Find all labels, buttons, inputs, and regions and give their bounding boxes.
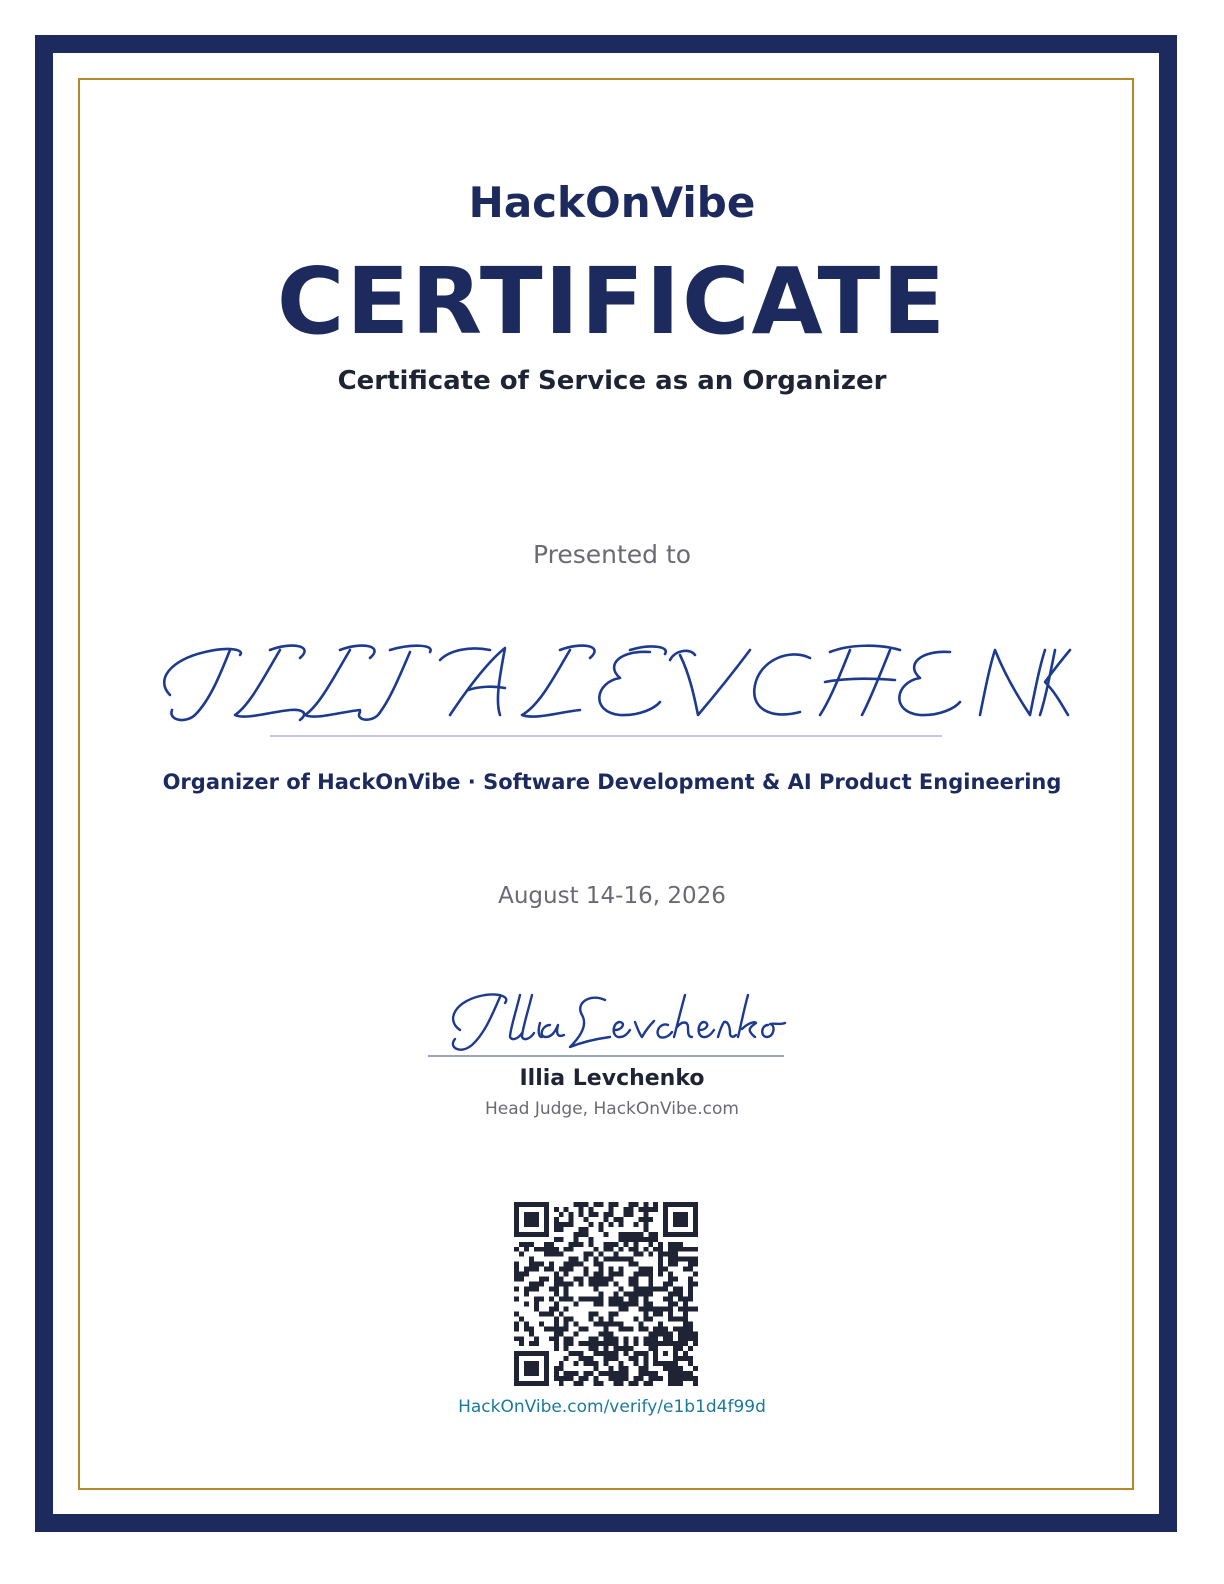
event-date: August 14-16, 2026: [498, 883, 726, 909]
signer-title: Head Judge, HackOnVibe.com: [485, 1099, 739, 1119]
recipient-name-signature: [150, 620, 1074, 740]
verification-link[interactable]: HackOnVibe.com/verify/e1b1d4f99d: [458, 1397, 766, 1417]
role-line: Organizer of HackOnVibe · Software Development & AI Product Engineering: [162, 770, 1062, 794]
signature-line: [428, 1055, 784, 1057]
certificate-title: CERTIFICATE: [276, 248, 948, 355]
verification-qr-code[interactable]: [514, 1202, 698, 1386]
presented-to-label: Presented to: [532, 540, 692, 569]
recipient-name-underline: [270, 735, 942, 737]
organization-name: HackOnVibe: [468, 178, 756, 227]
handwritten-signature: [430, 975, 790, 1065]
certificate-subtitle: Certificate of Service as an Organizer: [337, 366, 887, 396]
signer-name: Illia Levchenko: [519, 1066, 705, 1091]
